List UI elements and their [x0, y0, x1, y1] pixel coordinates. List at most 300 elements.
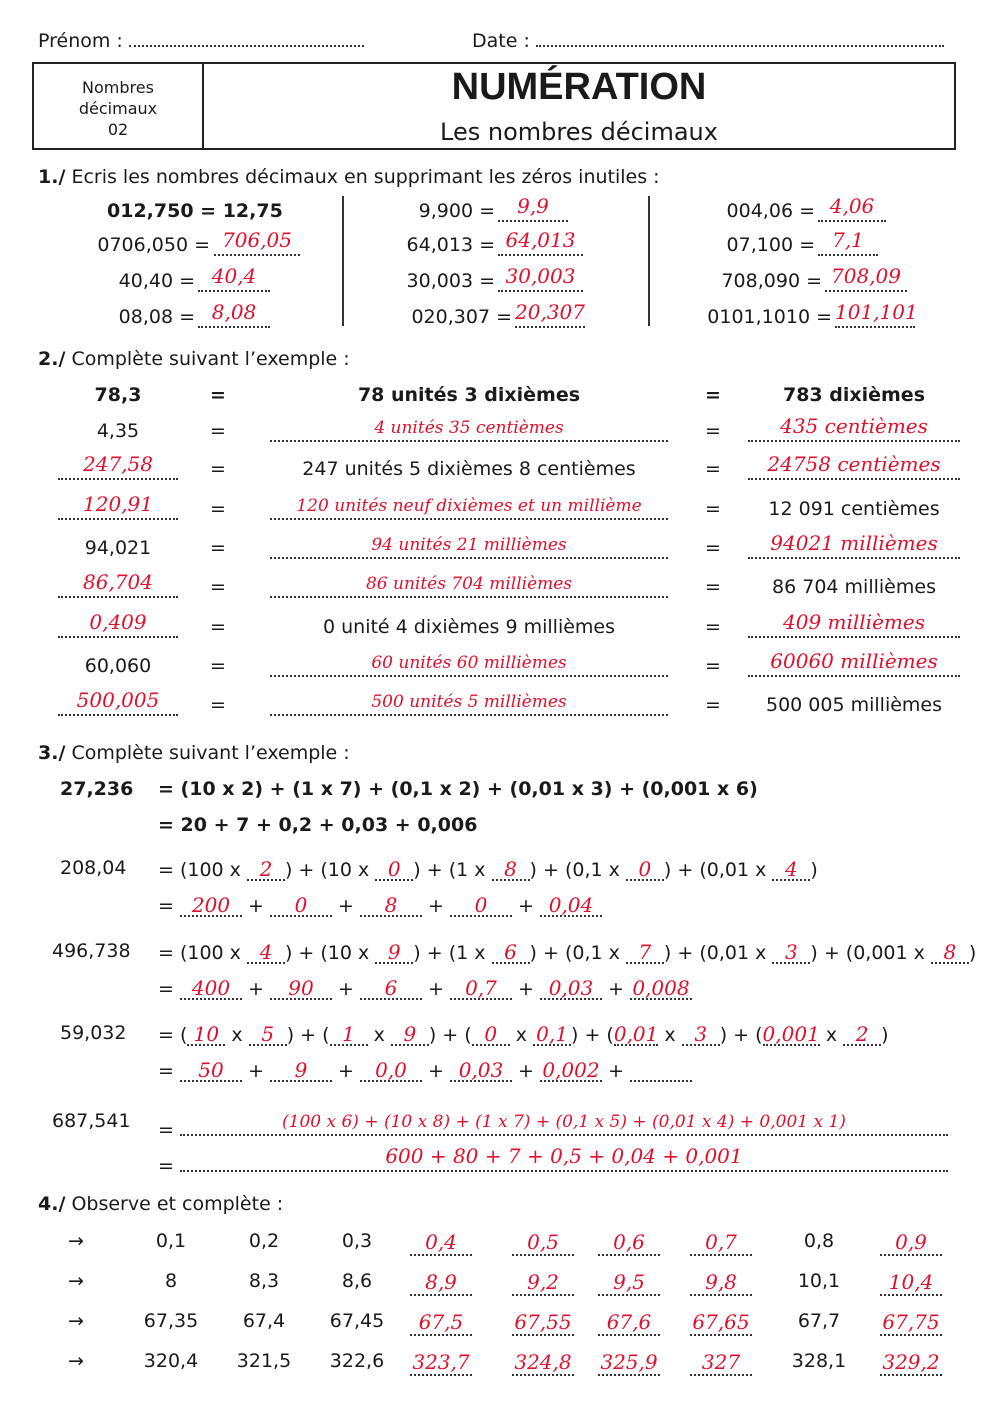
ex3-n1-sum-d[interactable] [450, 893, 512, 917]
ex4-value-text: 67,75 [882, 1310, 940, 1334]
ex4-value-text: 0,1 [155, 1230, 187, 1252]
ex4-answer[interactable] [598, 1310, 660, 1336]
ex4-value-text: 321,5 [236, 1350, 292, 1372]
ex4-value-text: 8,3 [248, 1270, 280, 1292]
ex3-n4-sum-text: 600 + 80 + 7 + 0,5 + 0,04 + 0,001 [385, 1144, 743, 1168]
ex2-equals-sign: = [705, 420, 721, 442]
ex2-cell-text: 4,35 [96, 420, 140, 442]
ex4-value-text: 0,6 [613, 1230, 645, 1254]
ex3-n2-sum-f-text: 0,008 [632, 976, 690, 1000]
ex2-equals-sign: = [210, 655, 226, 677]
ex2-cell-text: 78,3 [94, 384, 142, 406]
ex1-answer-4-text: 9,9 [517, 194, 549, 218]
ex3-n2-sum-a[interactable] [180, 976, 242, 1000]
ex4-given-value [316, 1270, 398, 1292]
ex4-answer[interactable] [880, 1350, 942, 1376]
ex2-cell-c2[interactable] [270, 533, 668, 559]
subject-line-3: 02 [107, 120, 129, 139]
ex1-answer-5-text: 64,013 [505, 228, 576, 252]
ex2-cell-c2[interactable] [270, 651, 668, 677]
ex4-answer[interactable] [690, 1270, 752, 1296]
ex3-n1-sum-c-text: 8 [384, 893, 398, 917]
ex4-given-value [130, 1350, 212, 1372]
ex3-n3-sum-b-text: 9 [294, 1058, 308, 1082]
ex2-cell-text: 94 unités 21 millièmes [371, 535, 567, 555]
ex3-example-line-2: = 20 + 7 + 0,2 + 0,03 + 0,006 [158, 814, 478, 836]
ex1-q-1: 0706,050 = [97, 234, 210, 256]
prenom-line [38, 30, 364, 52]
ex3-n2-sum-c[interactable] [360, 976, 422, 1000]
ex3-n2-sum-b[interactable] [270, 976, 332, 1000]
ex3-instruction: Complète suivant l’exemple : [71, 742, 350, 764]
ex2-equals-sign: = [705, 694, 721, 716]
ex2-cell-text: 120,91 [83, 492, 153, 516]
ex3-n1-sum-b-text: 0 [294, 893, 308, 917]
ex4-answer[interactable] [512, 1350, 574, 1376]
ex3-n2-line-1: = (100 x 4 ) + (10 x 9 ) + (1 x 6 ) + (0,1 x 7 ) + (0,01 x 3 ) + (0,001 x 8 ) [158, 940, 977, 964]
ex4-answer[interactable] [512, 1230, 574, 1256]
ex2-cell-text: 500 005 millièmes [765, 694, 943, 716]
ex4-number: 4./ [38, 1193, 66, 1215]
ex2-cell-c2[interactable] [270, 690, 668, 716]
ex4-answer[interactable] [512, 1270, 574, 1296]
ex3-n3-blank-i[interactable] [763, 1022, 820, 1046]
ex3-n4-sum-answer[interactable] [180, 1146, 948, 1172]
ex3-n1-line-1: = (100 x 2 ) + (10 x 0 ) + (1 x 8 ) + (0,1 x 0 ) + (0,01 x 4 ) [158, 857, 818, 881]
date-field[interactable] [536, 45, 944, 47]
ex3-n3-blank-f-text: 0,1 [536, 1022, 568, 1046]
ex4-given-value [316, 1350, 398, 1372]
ex3-n4-line-2: = 600 + 80 + 7 + 0,5 + 0,04 + 0,001 [158, 1146, 948, 1177]
ex4-value-text: 8 [164, 1270, 178, 1292]
ex3-number-4: 687,541 [52, 1110, 131, 1132]
ex2-cell-text: 94021 millièmes [770, 531, 938, 555]
ex3-n2-blank-b-text: 9 [387, 940, 401, 964]
ex1-answer-3[interactable] [198, 302, 270, 328]
ex4-value-text: 67,65 [692, 1310, 750, 1334]
ex3-n1-blank-c[interactable] [492, 857, 530, 881]
ex2-cell-text: 0 unité 4 dixièmes 9 millièmes [322, 616, 616, 638]
ex2-cell-text: 120 unités neuf dixièmes et un millième [296, 496, 642, 516]
ex3-n1-blank-b[interactable] [375, 857, 413, 881]
ex4-answer[interactable] [512, 1310, 574, 1336]
ex4-value-text: 67,35 [143, 1310, 199, 1332]
ex2-cell-text: 500 unités 5 millièmes [371, 692, 567, 712]
ex1-answer-1[interactable] [214, 230, 300, 256]
ex4-answer[interactable] [410, 1350, 472, 1376]
ex3-number-1: 208,04 [60, 857, 127, 879]
ex2-equals-sign: = [705, 498, 721, 520]
ex3-n3-blank-i-text: 0,001 [762, 1022, 820, 1046]
ex4-value-text: 9,2 [527, 1270, 559, 1294]
ex4-value-text: 67,7 [797, 1310, 841, 1332]
ex2-cell-c3 [748, 384, 960, 406]
ex2-cell-text: 500,005 [76, 688, 160, 712]
ex2-cell-c1[interactable] [58, 612, 178, 638]
ex3-n3-line-1: = ( 10 x 5 ) + ( 1 x 9 ) + ( 0 x 0,1 ) + (0,01 x 3 ) + (0,001 x 2 ) [158, 1022, 889, 1046]
ex4-value-text: 10,1 [797, 1270, 841, 1292]
ex3-n2-sum-c-text: 6 [384, 976, 398, 1000]
ex4-answer[interactable] [410, 1310, 472, 1336]
ex3-n1-sum-c[interactable] [360, 893, 422, 917]
ex2-cell-c2[interactable] [270, 494, 668, 520]
ex1-answer-2-text: 40,4 [211, 264, 257, 288]
ex1-q-10: 708,090 = [721, 270, 822, 292]
ex3-n3-blank-h[interactable] [682, 1022, 720, 1046]
ex4-heading [38, 1193, 283, 1215]
date-line [472, 30, 944, 52]
ex2-equals-sign: = [210, 576, 226, 598]
ex2-cell-c2 [270, 616, 668, 638]
ex2-cell-c3[interactable] [748, 612, 960, 638]
ex3-n3-sum-e[interactable] [540, 1058, 602, 1082]
ex2-equals-sign: = [210, 420, 226, 442]
ex1-divider-2 [648, 196, 650, 326]
ex3-n3-blank-e[interactable] [472, 1022, 510, 1046]
ex3-n2-blank-e-text: 3 [785, 940, 798, 964]
ex2-cell-text: 94,021 [84, 537, 152, 559]
ex3-n4-decomp-answer[interactable] [180, 1110, 948, 1136]
ex2-cell-text: 86 704 millièmes [772, 576, 936, 598]
ex2-cell-c2[interactable] [270, 416, 668, 442]
ex4-answer[interactable] [598, 1270, 660, 1296]
ex2-cell-c1 [58, 420, 178, 442]
ex2-cell-c3[interactable] [748, 651, 960, 677]
ex2-cell-c1[interactable] [58, 494, 178, 520]
ex2-cell-c3 [748, 498, 960, 520]
ex2-equals-sign: = [210, 384, 226, 406]
ex3-n1-blank-a-text: 2 [259, 857, 273, 881]
ex3-number-3: 59,032 [60, 1022, 127, 1044]
ex4-value-text: 328,1 [791, 1350, 847, 1372]
ex1-answer-5[interactable] [498, 230, 583, 256]
ex3-n2-blank-d-text: 7 [638, 940, 652, 964]
ex2-equals-sign: = [705, 655, 721, 677]
ex3-n2-blank-d[interactable] [626, 940, 664, 964]
ex1-answer-8[interactable] [818, 196, 886, 222]
ex3-n1-sum-e-text: 0,04 [548, 893, 594, 917]
ex4-given-value [130, 1270, 212, 1292]
ex4-instruction: Observe et complète : [71, 1193, 284, 1215]
ex3-n3-line-2: = 50 + 9 + 0,0 + 0,03 + 0,002 + [158, 1058, 692, 1082]
ex3-n3-blank-g[interactable] [614, 1022, 659, 1046]
ex3-n1-sum-a-text: 200 [191, 893, 231, 917]
ex3-n1-blank-d-text: 0 [638, 857, 652, 881]
ex3-n3-blank-d-text: 9 [403, 1022, 417, 1046]
ex4-value-text: 67,55 [514, 1310, 572, 1334]
ex4-value-text: 9,5 [613, 1270, 645, 1294]
prenom-label: Prénom : [38, 30, 123, 52]
ex2-cell-c1 [58, 537, 178, 559]
ex3-n3-sum-a[interactable] [180, 1058, 242, 1082]
ex3-n2-blank-f-text: 8 [943, 940, 957, 964]
ex2-cell-c1[interactable] [58, 454, 178, 480]
ex1-q-3: 08,08 = [118, 306, 195, 328]
ex1-answer-4[interactable] [498, 196, 568, 222]
ex3-n2-blank-a-text: 4 [259, 940, 273, 964]
ex2-cell-c2[interactable] [270, 572, 668, 598]
ex2-equals-sign: = [210, 616, 226, 638]
ex1-q-8: 004,06 = [726, 200, 815, 222]
ex3-n1-blank-a[interactable] [247, 857, 285, 881]
ex3-example-number: 27,236 [60, 778, 134, 800]
ex4-value-text: 324,8 [514, 1350, 572, 1374]
ex1-q-6: 30,003 = [406, 270, 495, 292]
ex4-answer[interactable] [690, 1350, 752, 1376]
ex2-cell-text: 409 millièmes [783, 610, 925, 634]
ex4-value-text: 327 [701, 1350, 741, 1374]
ex3-n3-blank-a[interactable] [187, 1022, 225, 1046]
ex3-n1-blank-d[interactable] [626, 857, 664, 881]
ex3-n3-sum-b[interactable] [270, 1058, 332, 1082]
ex3-n1-sum-d-text: 0 [474, 893, 488, 917]
ex2-cell-c3 [748, 694, 960, 716]
ex3-n2-line-2: = 400 + 90 + 6 + 0,7 + 0,03 + 0,008 [158, 976, 692, 1000]
ex1-answer-9-text: 7,1 [832, 228, 864, 252]
ex4-answer[interactable] [690, 1230, 752, 1256]
ex4-value-text: 0,2 [248, 1230, 280, 1252]
ex2-cell-c1 [58, 384, 178, 406]
date-label: Date : [472, 30, 530, 52]
ex2-cell-text: 4 unités 35 centièmes [374, 418, 564, 438]
ex4-value-text: 320,4 [143, 1350, 199, 1372]
ex4-value-text: 67,45 [329, 1310, 385, 1332]
ex3-n1-sum-e[interactable] [540, 893, 602, 917]
ex3-n2-blank-e[interactable] [772, 940, 810, 964]
ex1-answer-10-text: 708,09 [831, 264, 901, 288]
ex4-value-text: 8,9 [425, 1270, 457, 1294]
ex3-n2-sum-f[interactable] [630, 976, 692, 1000]
ex2-equals-sign: = [705, 384, 721, 406]
ex2-equals-sign: = [210, 537, 226, 559]
ex2-equals-sign: = [210, 458, 226, 480]
ex2-instruction: Complète suivant l’exemple : [71, 348, 350, 370]
ex3-n3-blank-b[interactable] [249, 1022, 287, 1046]
ex1-heading [38, 166, 660, 188]
ex2-cell-text: 60060 millièmes [770, 649, 938, 673]
ex4-value-text: 9,8 [705, 1270, 737, 1294]
ex4-answer[interactable] [690, 1310, 752, 1336]
ex3-n3-blank-f[interactable] [533, 1022, 571, 1046]
ex3-n3-blank-j[interactable] [843, 1022, 881, 1046]
ex2-cell-c1 [58, 655, 178, 677]
ex2-cell-text: 0,409 [89, 610, 147, 634]
ex3-n1-blank-c-text: 8 [504, 857, 517, 881]
ex3-n3-blank-g-text: 0,01 [613, 1022, 659, 1046]
ex3-n3-blank-d[interactable] [391, 1022, 429, 1046]
ex3-n3-blank-b-text: 5 [261, 1022, 275, 1046]
ex4-value-text: 322,6 [329, 1350, 385, 1372]
ex2-cell-text: 12 091 centièmes [768, 498, 940, 520]
ex3-n3-sum-d[interactable] [450, 1058, 512, 1082]
ex3-n4-decomp-text: (100 x 6) + (10 x 8) + (1 x 7) + (0,1 x 5) + (0,01 x 4) + 0,001 x 1) [282, 1112, 846, 1132]
ex3-n2-sum-a-text: 400 [191, 976, 231, 1000]
ex1-answer-3-text: 8,08 [211, 300, 257, 324]
ex4-answer[interactable] [598, 1350, 660, 1376]
subject-line-1: Nombres [82, 78, 154, 97]
ex4-answer[interactable] [880, 1310, 942, 1336]
ex3-n2-sum-e[interactable] [540, 976, 602, 1000]
ex4-value-text: 67,4 [242, 1310, 286, 1332]
subject-label [34, 77, 202, 140]
ex2-equals-sign: = [705, 616, 721, 638]
ex3-n3-sum-d-text: 0,03 [458, 1058, 504, 1082]
ex3-number: 3./ [38, 742, 66, 764]
ex3-n1-blank-e[interactable] [772, 857, 810, 881]
ex1-instruction: Ecris les nombres décimaux en supprimant les zéros inutiles : [71, 166, 660, 188]
ex3-n1-sum-b[interactable] [270, 893, 332, 917]
ex3-n3-sum-f[interactable] [630, 1058, 692, 1082]
ex4-given-value [130, 1310, 212, 1332]
ex3-n2-sum-d[interactable] [450, 976, 512, 1000]
ex1-q-11: 0101,1010 = [707, 306, 832, 328]
ex3-n3-blank-c-text: 1 [342, 1022, 355, 1046]
ex4-value-text: 0,4 [425, 1230, 457, 1254]
subject-line-2: décimaux [78, 99, 158, 118]
ex4-value-text: 329,2 [882, 1350, 940, 1374]
arrow-right-icon: → [68, 1270, 84, 1292]
ex2-cell-c3[interactable] [748, 533, 960, 559]
ex2-equals-sign: = [705, 537, 721, 559]
ex2-cell-text: 86,704 [83, 570, 153, 594]
ex1-answer-6-text: 30,003 [505, 264, 576, 288]
arrow-right-icon: → [68, 1310, 84, 1332]
ex1-answer-1-text: 706,05 [222, 228, 292, 252]
ex2-equals-sign: = [210, 694, 226, 716]
ex4-given-value [778, 1230, 860, 1252]
ex4-given-value [316, 1230, 398, 1252]
ex3-n2-blank-a[interactable] [247, 940, 285, 964]
ex4-value-text: 67,6 [606, 1310, 652, 1334]
ex1-example: 012,750 = 12,75 [107, 200, 283, 222]
page-title: NUMÉRATION [451, 66, 707, 108]
ex4-value-text: 0,8 [803, 1230, 835, 1252]
ex1-answer-7-text: 20,307 [515, 300, 585, 324]
ex4-value-text: 0,9 [895, 1230, 927, 1254]
ex3-n3-blank-e-text: 0 [484, 1022, 498, 1046]
ex3-n3-sum-a-text: 50 [198, 1058, 224, 1082]
ex1-q-9: 07,100 = [726, 234, 815, 256]
ex2-cell-c2 [270, 384, 668, 406]
ex1-answer-10[interactable] [825, 266, 907, 292]
ex2-cell-text: 86 unités 704 millièmes [365, 574, 573, 594]
ex4-value-text: 0,7 [705, 1230, 737, 1254]
ex3-n1-blank-b-text: 0 [387, 857, 401, 881]
ex3-n2-sum-d-text: 0,7 [465, 976, 497, 1000]
prenom-field[interactable] [129, 45, 364, 47]
ex2-cell-c1[interactable] [58, 572, 178, 598]
ex4-answer[interactable] [410, 1230, 472, 1256]
page-subtitle: Les nombres décimaux [440, 118, 718, 146]
ex3-n1-blank-e-text: 4 [785, 857, 798, 881]
ex1-answer-6[interactable] [498, 266, 583, 292]
ex2-cell-text: 247,58 [83, 452, 153, 476]
ex4-value-text: 67,5 [418, 1310, 464, 1334]
ex2-number: 2./ [38, 348, 66, 370]
ex3-n2-sum-e-text: 0,03 [548, 976, 594, 1000]
ex1-q-7: 020,307 = [411, 306, 512, 328]
ex4-value-text: 8,6 [341, 1270, 373, 1292]
ex4-value-text: 323,7 [412, 1350, 470, 1374]
ex2-cell-text: 78 unités 3 dixièmes [357, 384, 581, 406]
ex3-n1-line-2: = 200 + 0 + 8 + 0 + 0,04 [158, 893, 602, 917]
ex3-n2-sum-b-text: 90 [288, 976, 314, 1000]
ex1-answer-7[interactable] [515, 302, 585, 328]
ex2-cell-text: 60,060 [84, 655, 152, 677]
ex3-n3-blank-c[interactable] [330, 1022, 368, 1046]
ex4-given-value [316, 1310, 398, 1332]
ex4-given-value [130, 1230, 212, 1252]
ex4-value-text: 0,5 [527, 1230, 559, 1254]
ex3-n3-blank-h-text: 3 [694, 1022, 708, 1046]
ex2-cell-text: 435 centièmes [780, 414, 928, 438]
ex2-equals-sign: = [705, 576, 721, 598]
ex4-answer[interactable] [880, 1270, 942, 1296]
ex1-answer-8-text: 4,06 [829, 194, 875, 218]
ex4-given-value [778, 1270, 860, 1292]
ex1-q-2: 40,40 = [118, 270, 195, 292]
ex1-answer-11-text: 101,101 [835, 300, 918, 324]
ex4-value-text: 0,3 [341, 1230, 373, 1252]
ex2-heading [38, 348, 350, 370]
ex2-cell-text: 247 unités 5 dixièmes 8 centièmes [302, 458, 636, 480]
ex3-example-line-1: = (10 x 2) + (1 x 7) + (0,1 x 2) + (0,01 x 3) + (0,001 x 6) [158, 778, 758, 800]
ex1-divider-1 [342, 196, 344, 326]
ex4-given-value [778, 1350, 860, 1372]
ex3-n4-line-1: = (100 x 6) + (10 x 8) + (1 x 7) + (0,1 x 5) + (0,01 x 4) + 0,001 x 1) [158, 1110, 948, 1141]
ex3-n3-sum-e-text: 0,002 [542, 1058, 600, 1082]
ex2-cell-c1[interactable] [58, 690, 178, 716]
ex3-n3-sum-c[interactable] [360, 1058, 422, 1082]
ex4-value-text: 325,9 [600, 1350, 658, 1374]
ex1-number: 1./ [38, 166, 66, 188]
ex2-equals-sign: = [705, 458, 721, 480]
ex3-n2-blank-b[interactable] [375, 940, 413, 964]
ex4-answer[interactable] [410, 1270, 472, 1296]
ex1-q-5: 64,013 = [406, 234, 495, 256]
ex2-cell-c2 [270, 458, 668, 480]
ex4-answer[interactable] [598, 1230, 660, 1256]
ex4-given-value [778, 1310, 860, 1332]
ex1-answer-9[interactable] [818, 230, 878, 256]
ex3-n2-blank-f[interactable] [931, 940, 969, 964]
ex4-given-value [223, 1310, 305, 1332]
ex2-cell-text: 24758 centièmes [767, 452, 941, 476]
ex4-given-value [223, 1350, 305, 1372]
ex2-equals-sign: = [210, 498, 226, 520]
ex3-n3-blank-j-text: 2 [855, 1022, 869, 1046]
ex3-n1-sum-a[interactable] [180, 893, 242, 917]
ex1-answer-2[interactable] [198, 266, 270, 292]
ex4-answer[interactable] [880, 1230, 942, 1256]
ex4-given-value [223, 1270, 305, 1292]
ex2-cell-text: 60 unités 60 millièmes [371, 653, 567, 673]
ex1-answer-11[interactable] [835, 300, 918, 328]
ex1-q-4: 9,900 = [418, 200, 495, 222]
ex4-given-value [223, 1230, 305, 1252]
ex3-n2-blank-c[interactable] [492, 940, 530, 964]
ex3-n2-blank-c-text: 6 [504, 940, 517, 964]
ex3-n3-blank-a-text: 10 [193, 1022, 220, 1046]
ex3-number-2: 496,738 [52, 940, 131, 962]
ex3-n3-sum-c-text: 0,0 [375, 1058, 407, 1082]
ex2-cell-text: 783 dixièmes [782, 384, 926, 406]
ex2-cell-c3[interactable] [748, 454, 960, 480]
ex2-cell-c3[interactable] [748, 416, 960, 442]
arrow-right-icon: → [68, 1350, 84, 1372]
ex2-cell-c3 [748, 576, 960, 598]
ex4-value-text: 10,4 [888, 1270, 934, 1294]
